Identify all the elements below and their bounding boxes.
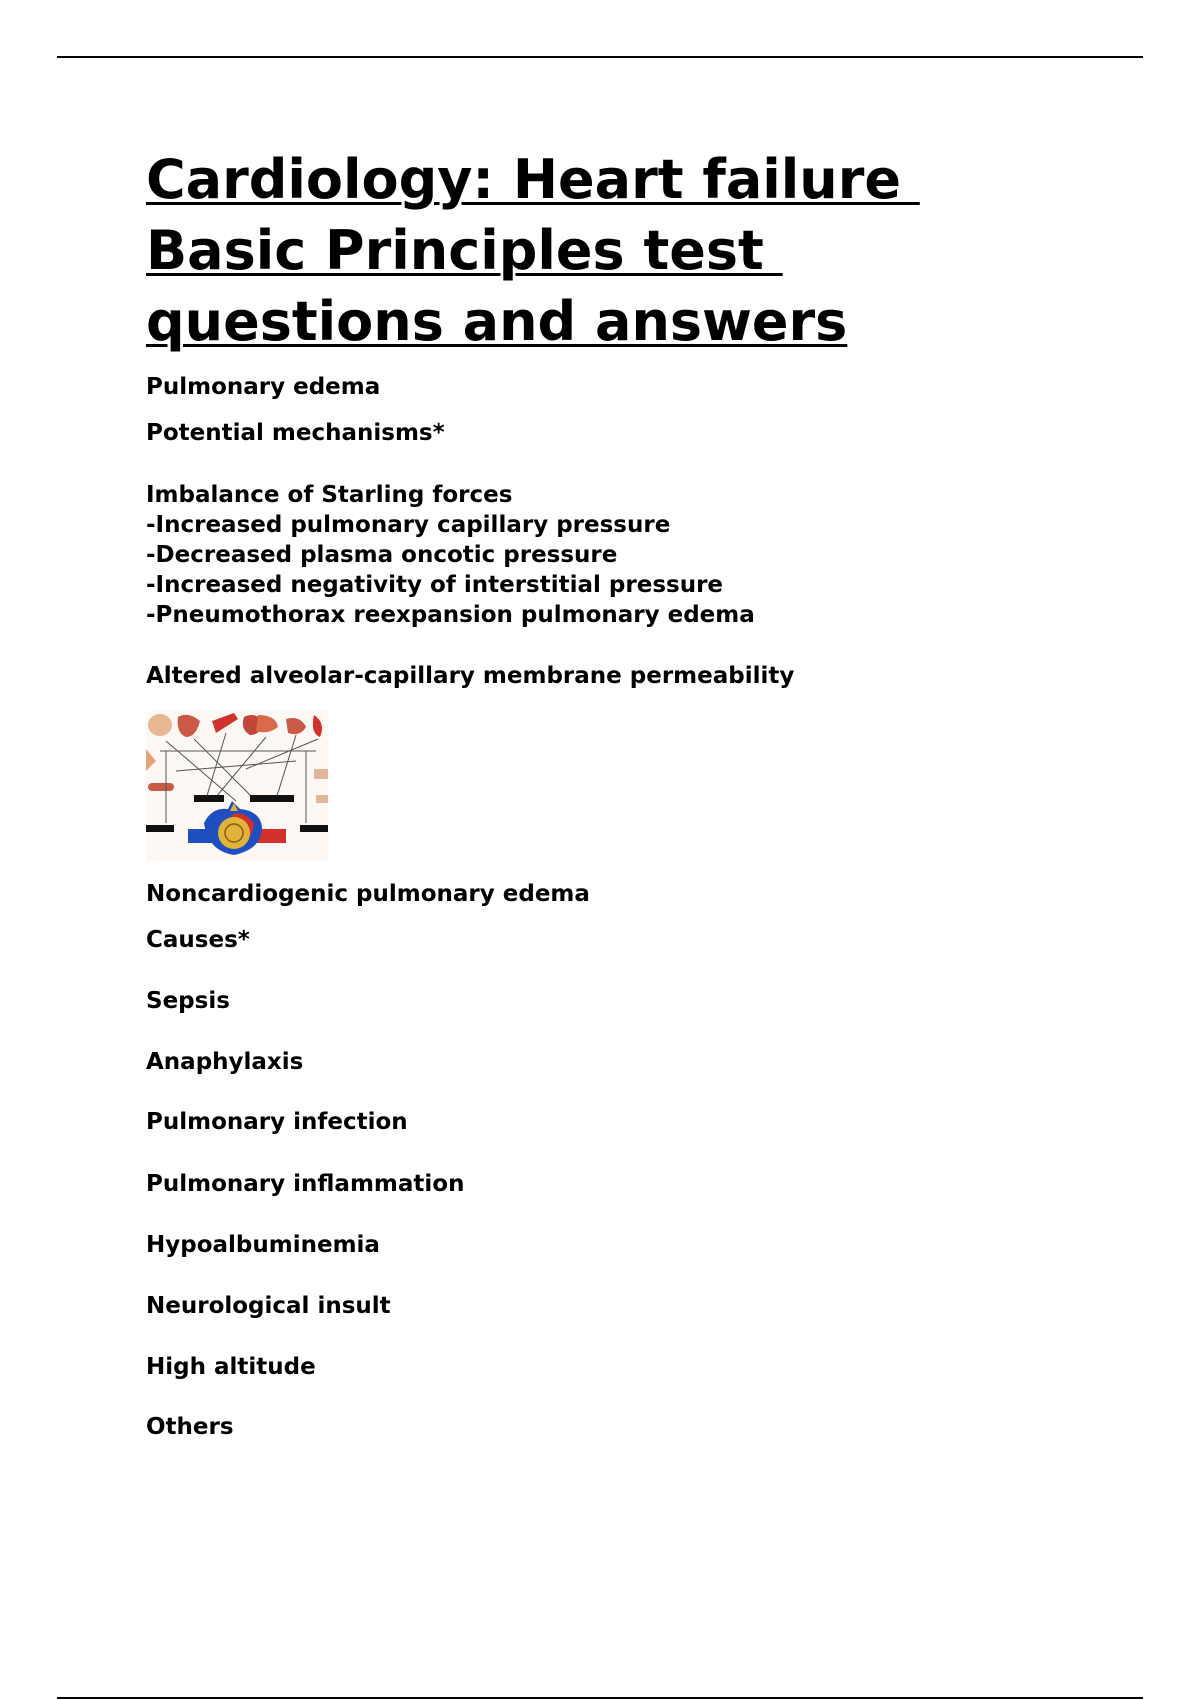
document-body bbox=[146, 144, 1106, 1440]
title-line-2: Basic Principles test bbox=[146, 219, 783, 282]
heading-pulmonary-edema: Pulmonary edema bbox=[146, 374, 381, 400]
heading-causes: Causes* bbox=[146, 927, 250, 953]
starling-item: -Increased negativity of interstitial pressure bbox=[146, 572, 724, 598]
cause-item: High altitude bbox=[146, 1354, 316, 1380]
heading-noncardiogenic: Noncardiogenic pulmonary edema bbox=[146, 881, 590, 907]
title-line-3: questions and answers bbox=[146, 290, 848, 353]
cause-item: Pulmonary infection bbox=[146, 1109, 408, 1135]
cause-item: Neurological insult bbox=[146, 1293, 391, 1319]
top-rule bbox=[57, 56, 1143, 58]
starling-item: -Pneumothorax reexpansion pulmonary edema bbox=[146, 602, 755, 628]
starling-item: -Decreased plasma oncotic pressure bbox=[146, 542, 618, 568]
starling-heading: Imbalance of Starling forces bbox=[146, 482, 513, 508]
altered-permeability-heading: Altered alveolar-capillary membrane permeability bbox=[146, 663, 795, 689]
bottom-rule bbox=[57, 1697, 1143, 1699]
cause-item: Hypoalbuminemia bbox=[146, 1232, 380, 1258]
document-title bbox=[146, 144, 1106, 357]
heading-potential-mechanisms: Potential mechanisms* bbox=[146, 420, 445, 446]
starling-item: -Increased pulmonary capillary pressure bbox=[146, 512, 671, 538]
title-line-1: Cardiology: Heart failure bbox=[146, 148, 920, 211]
cause-item: Pulmonary inflammation bbox=[146, 1171, 465, 1197]
cause-item: Sepsis bbox=[146, 988, 230, 1014]
heart-diagram-icon bbox=[146, 711, 328, 861]
cause-item: Anaphylaxis bbox=[146, 1049, 304, 1075]
cause-item: Others bbox=[146, 1414, 234, 1440]
